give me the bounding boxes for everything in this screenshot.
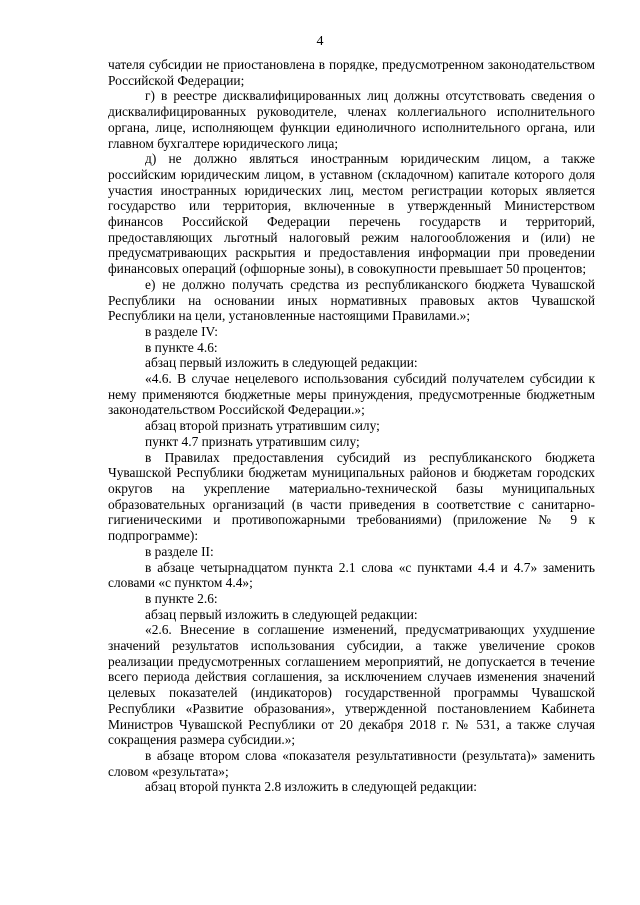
paragraph: д) не должно являться иностранным юридическим лицом, а также российским юридическим лицом, в уставном (складочном) капитале которого доля участия иностранных юридических лиц, местом регистрации которых является государство или территория, включенные в утвержденный Министерством финансов Российской Федерации перечень государств и территорий, предоставляющих льготный налоговый режим налогообложения и (или) не предусматривающих раскрытия и предоставления информации при проведении финансовых операций (офшорные зоны), в совокупности превышает 50 процентов; bbox=[108, 151, 595, 277]
document-body bbox=[108, 57, 595, 795]
paragraph: в разделе II: bbox=[145, 543, 214, 559]
paragraph: в абзаце четырнадцатом пункта 2.1 слова «с пунктами 4.4 и 4.7» заменить словами «с пунктом 4.4»; bbox=[108, 559, 595, 591]
paragraph: «4.6. В случае нецелевого использования субсидий получателем субсидии к нему применяются бюджетные меры принуждения, предусмотренные бюджетным законодательством Российской Федерации.»; bbox=[108, 371, 595, 418]
paragraph: абзац второй пункта 2.8 изложить в следующей редакции: bbox=[145, 779, 478, 795]
paragraph: абзац первый изложить в следующей редакции: bbox=[145, 355, 418, 371]
paragraph: пункт 4.7 признать утратившим силу; bbox=[145, 433, 360, 449]
paragraph: в пункте 2.6: bbox=[145, 590, 218, 606]
paragraph: в разделе IV: bbox=[145, 323, 218, 339]
paragraph: е) не должно получать средства из республиканского бюджета Чувашской Республики на основании иных нормативных правовых актов Чувашской Республики на цели, установленные настоящими Правилами.»; bbox=[108, 276, 595, 324]
paragraph: чателя субсидии не приостановлена в порядке, предусмотренном законодательством Российской Федерации; bbox=[108, 57, 595, 88]
paragraph: абзац первый изложить в следующей редакции: bbox=[145, 606, 418, 622]
page-number: 4 bbox=[316, 34, 324, 49]
paragraph: в абзаце втором слова «показателя результативности (результата)» заменить словом «результата»; bbox=[108, 747, 595, 779]
paragraph: абзац второй признать утратившим силу; bbox=[145, 418, 380, 434]
paragraph: в Правилах предоставления субсидий из республиканского бюджета Чувашской Республики бюджетам муниципальных районов и бюджетам городских округов на укрепление материально-технической базы муниципальных образовательных организаций (в части приведения в соответствие с санитарно-гигиеническими и противопожарными требованиями) (приложение № 9 к подпрограмме): bbox=[108, 449, 595, 544]
paragraph: г) в реестре дисквалифицированных лиц должны отсутствовать сведения о дисквалифицированных руководителе, членах коллегиального исполнительного органа, лице, исполняющем функции единоличного исполнительного органа, или главном бухгалтере юридического лица; bbox=[108, 88, 595, 151]
paragraph: в пункте 4.6: bbox=[145, 339, 218, 355]
paragraph: «2.6. Внесение в соглашение изменений, предусматривающих ухудшение значений результатов использования субсидии, а также увеличение сроков реализации предусмотренных соглашением мероприятий, не допускается в течение всего периода действия соглашения, за исключением случаев изменения значений целевых показателей (индикаторов) государственной программы Чувашской Республики «Развитие образования», утвержденной постановлением Кабинета Министров Чувашской Республики от 20 декабря 2018 г. № 531, а также случая сокращения размера субсидии.»; bbox=[108, 622, 595, 748]
